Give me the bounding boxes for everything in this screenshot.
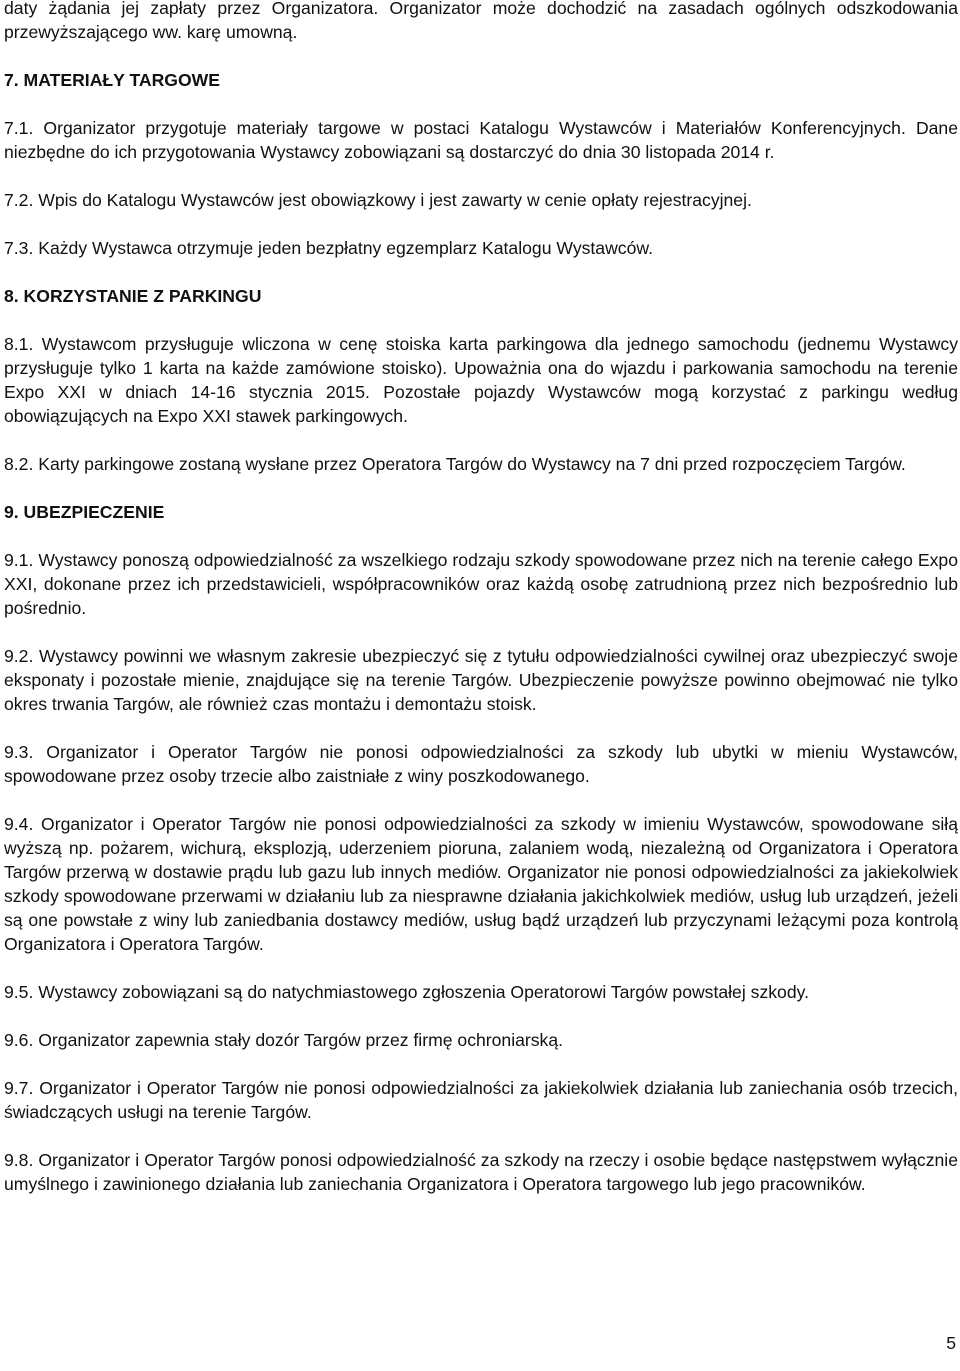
paragraph-9-5: 9.5. Wystawcy zobowiązani są do natychmiastowego zgłoszenia Operatorowi Targów powstałej szkody. — [4, 982, 809, 1002]
paragraph-9-8: 9.8. Organizator i Operator Targów ponosi odpowiedzialność za szkody na rzeczy i osobie będące następstwem wyłącznie umyślnego i zawinionego działania lub zaniechania Organizatora i Operatora targowego lub jego pracowników. — [4, 1150, 958, 1194]
paragraph-9-4: 9.4. Organizator i Operator Targów nie ponosi odpowiedzialności za szkody w imieniu Wystawców, spowodowane siłą wyższą np. pożarem, wichurą, eksplozją, uderzeniem pioruna, zalaniem wodą, niezależną od Organizatora i Operatora Targów przerwą w dostawie prądu lub gazu lub innych mediów. Organizator nie ponosi odpowiedzialności za jakiekolwiek szkody spowodowane przerwami w działaniu lub za niesprawne działania jakichkolwiek mediów, usług lub urządzeń, jeżeli są one powstałe z winy lub zaniedbania dostawcy mediów, usług bądź urządzeń lub przyczynami leżącymi poza kontrolą Organizatora i Operatora Targów. — [4, 814, 958, 954]
paragraph-9-7: 9.7. Organizator i Operator Targów nie ponosi odpowiedzialności za jakiekolwiek działania lub zaniechania osób trzecich, świadczących usługi na terenie Targów. — [4, 1078, 958, 1122]
section-heading-8: 8. KORZYSTANIE Z PARKINGU — [4, 286, 262, 306]
section-heading-7: 7. MATERIAŁY TARGOWE — [4, 70, 221, 90]
paragraph-9-3: 9.3. Organizator i Operator Targów nie ponosi odpowiedzialności za szkody lub ubytki w mieniu Wystawców, spowodowane przez osoby trzecie albo zaistniałe z winy poszkodowanego. — [4, 742, 958, 786]
paragraph-7-3: 7.3. Każdy Wystawca otrzymuje jeden bezpłatny egzemplarz Katalogu Wystawców. — [4, 238, 654, 258]
paragraph-9-1: 9.1. Wystawcy ponoszą odpowiedzialność za wszelkiego rodzaju szkody spowodowane przez nich na terenie całego Expo XXI, dokonane przez ich przedstawicieli, współpracowników oraz każdą osobę zatrudnioną przez nich bezpośrednio lub pośrednio. — [4, 550, 958, 618]
paragraph-continuation: daty żądania jej zapłaty przez Organizatora. Organizator może dochodzić na zasadach ogólnych odszkodowania przewyższającego ww. karę umowną. — [4, 0, 958, 42]
paragraph-8-2: 8.2. Karty parkingowe zostaną wysłane przez Operatora Targów do Wystawcy na 7 dni przed rozpoczęciem Targów. — [4, 454, 906, 474]
section-heading-9: 9. UBEZPIECZENIE — [4, 502, 165, 522]
paragraph-9-6: 9.6. Organizator zapewnia stały dozór Targów przez firmę ochroniarską. — [4, 1030, 564, 1050]
page-number: 5 — [946, 1333, 956, 1353]
document-page — [4, 0, 958, 1196]
paragraph-9-2: 9.2. Wystawcy powinni we własnym zakresie ubezpieczyć się z tytułu odpowiedzialności cywilnej oraz ubezpieczyć swoje eksponaty i pozostałe mienie, znajdujące się na terenie Targów. Ubezpieczenie powyższe powinno obejmować nie tylko okres trwania Targów, ale również czas montażu i demontażu stoisk. — [4, 646, 958, 714]
paragraph-7-2: 7.2. Wpis do Katalogu Wystawców jest obowiązkowy i jest zawarty w cenie opłaty rejestracyjnej. — [4, 190, 752, 210]
paragraph-8-1: 8.1. Wystawcom przysługuje wliczona w cenę stoiska karta parkingowa dla jednego samochodu (jednemu Wystawcy przysługuje tylko 1 karta na każde zamówione stoisko). Upoważnia ona do wjazdu i parkowania samochodu na terenie Expo XXI w dniach 14-16 stycznia 2015. Pozostałe pojazdy Wystawców mogą korzystać z parkingu według obowiązujących na Expo XXI stawek parkingowych. — [4, 334, 958, 426]
paragraph-7-1: 7.1. Organizator przygotuje materiały targowe w postaci Katalogu Wystawców i Materiałów Konferencyjnych. Dane niezbędne do ich przygotowania Wystawcy zobowiązani są dostarczyć do dnia 30 listopada 2014 r. — [4, 118, 958, 162]
